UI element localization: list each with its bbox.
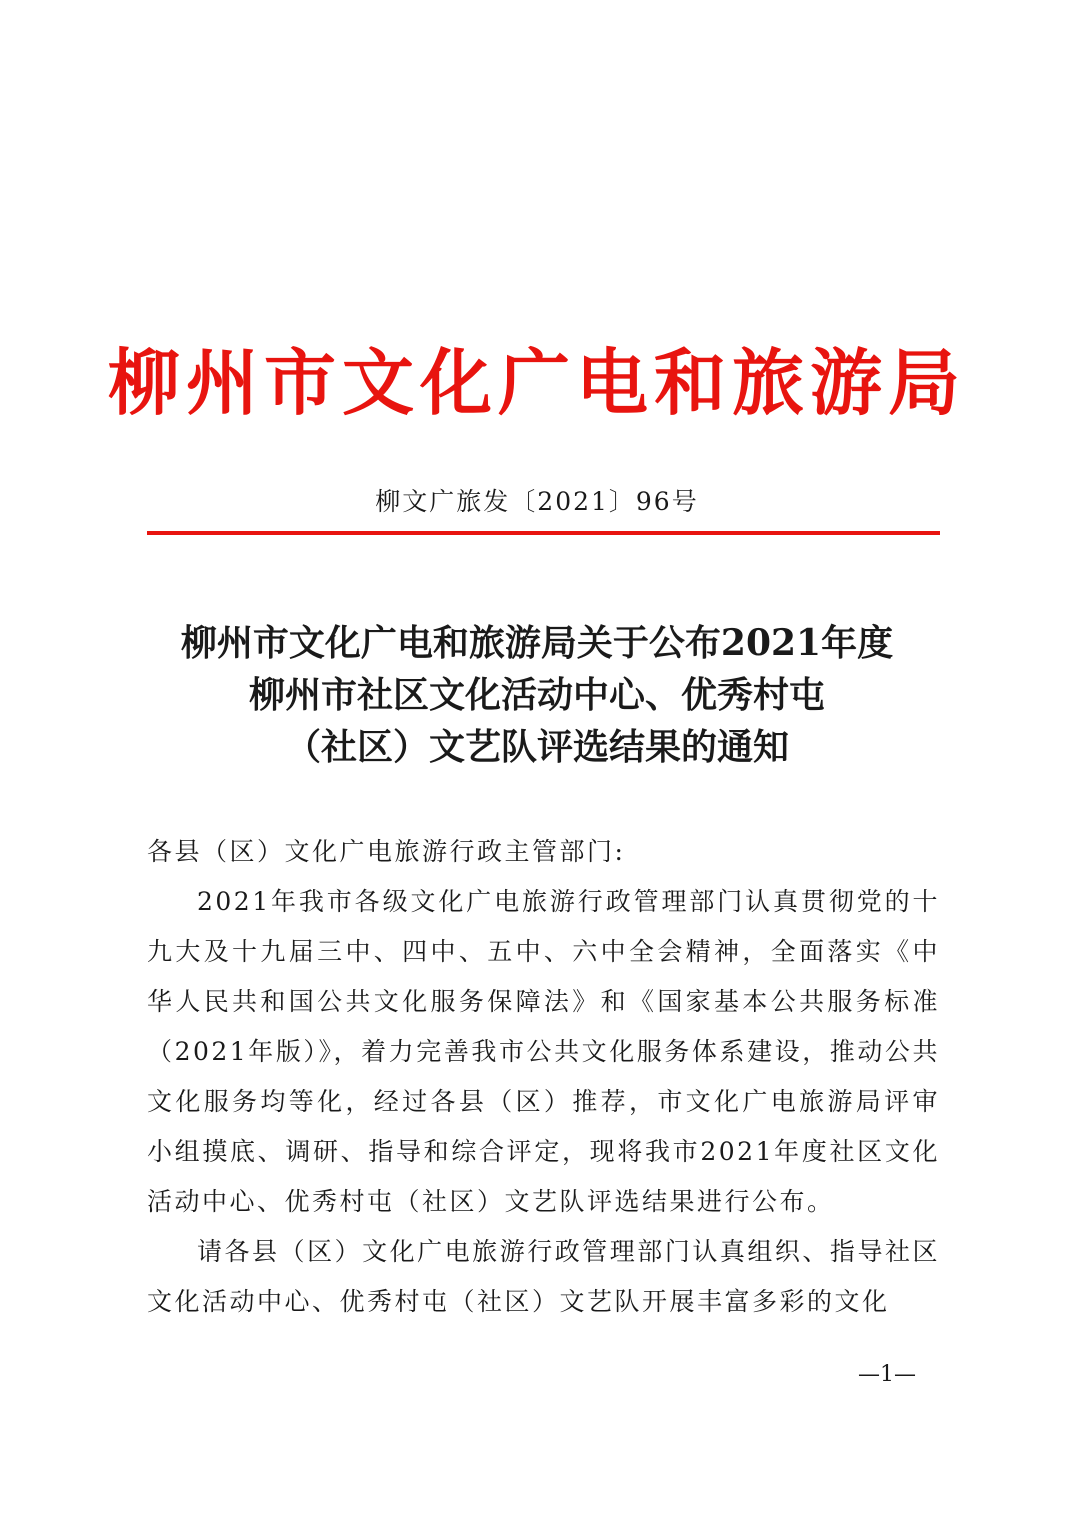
body-paragraph-2: 请各县（区）文化广电旅游行政管理部门认真组织、指导社区文化活动中心、优秀村屯（社区）文艺队开展丰富多彩的文化 [147,1237,940,1316]
title-line-2: 柳州市社区文化活动中心、优秀村屯 [248,674,825,716]
document-body [147,827,940,1327]
title-line-1: 柳州市文化广电和旅游局关于公布2021年度 [180,622,894,664]
red-divider-line [147,531,940,535]
title-line-3: （社区）文艺队评选结果的通知 [284,726,789,768]
page-number: —1— [858,1362,916,1387]
salutation: 各县（区）文化广电旅游行政主管部门: [147,837,626,866]
body-paragraph-1: 2021年我市各级文化广电旅游行政管理部门认真贯彻党的十九大及十九届三中、四中、五中、六中全会精神，全面落实《中华人民共和国公共文化服务保障法》和《国家基本公共服务标准（2021年版）》，着力完善我市公共文化服务体系建设，推动公共文化服务均等化，经过各县（区）推荐，市文化广电旅游局评审小组摸底、调研、指导和综合评定，现将我市2021年度社区文化活动中心、优秀村屯（社区）文艺队评选结果进行公布。 [147,887,940,1216]
document-title [100,617,974,773]
document-number: 柳文广旅发〔2021〕96号 [375,487,699,516]
issuing-organization-header: 柳州市文化广电和旅游局 [107,340,966,425]
